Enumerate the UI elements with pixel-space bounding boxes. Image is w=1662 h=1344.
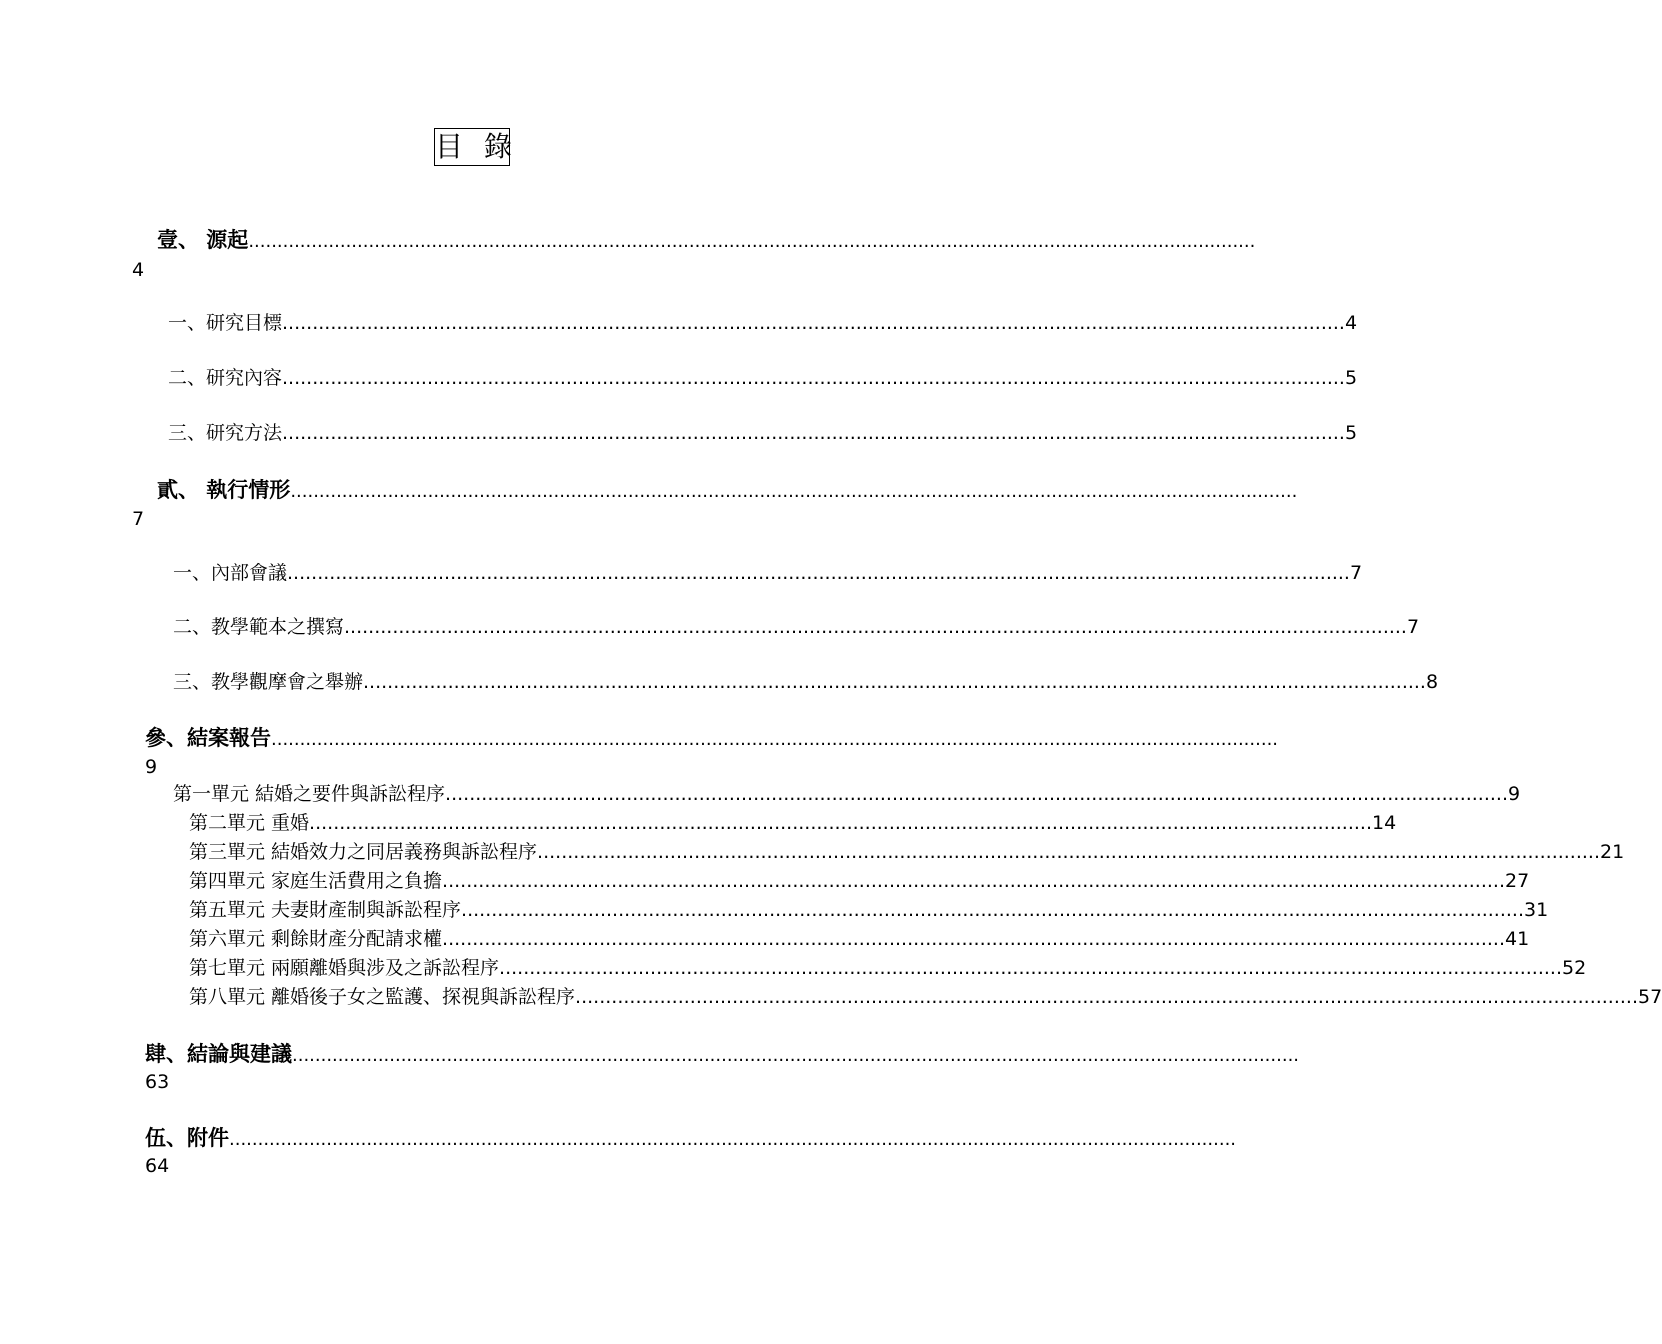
toc-entry-internal-meeting[interactable]: [173, 560, 1363, 586]
toc-entry-page: 7: [1349, 562, 1363, 584]
toc-entry-label: 貳、 執行情形: [157, 477, 291, 502]
toc-entry-page: 21: [1600, 841, 1625, 863]
toc-entry-unit-2[interactable]: [189, 810, 1397, 836]
toc-leader-dots: ................................................................................................................................................................................: [442, 870, 1506, 892]
toc-entry-page: 5: [1344, 422, 1358, 444]
toc-entry-label: 第三單元 結婚效力之同居義務與訴訟程序: [189, 841, 538, 863]
toc-leader-dots: ................................................................................................................................................................................: [282, 312, 1345, 334]
toc-leader-dots: ................................................................................................................................................................................: [229, 1129, 1237, 1150]
toc-entry-section-1[interactable]: [157, 226, 1256, 256]
toc-entry-page: 8: [1425, 671, 1439, 693]
toc-entry-page: 57: [1638, 986, 1662, 1008]
toc-entry-label: 伍、附件: [145, 1125, 229, 1150]
toc-entry-label: 第二單元 重婚: [189, 812, 310, 834]
toc-entry-label: 第八單元 離婚後子女之監護、探視與訴訟程序: [189, 986, 576, 1008]
toc-entry-unit-5[interactable]: [189, 897, 1549, 923]
toc-leader-dots: ................................................................................................................................................................................: [461, 899, 1525, 921]
toc-leader-dots: ................................................................................................................................................................................: [282, 367, 1345, 389]
toc-entry-label: 參、結案報告: [145, 725, 271, 750]
toc-leader-dots: ................................................................................................................................................................................: [271, 729, 1279, 750]
toc-entry-unit-8[interactable]: [189, 984, 1662, 1010]
toc-leader-dots: ................................................................................................................................................................................: [575, 986, 1639, 1008]
toc-leader-dots: ................................................................................................................................................................................: [309, 812, 1373, 834]
toc-leader-dots: ................................................................................................................................................................................: [248, 231, 1256, 252]
toc-entry-label: 三、教學觀摩會之舉辦: [173, 671, 364, 693]
toc-entry-section-4[interactable]: [145, 1040, 1300, 1070]
toc-entry-page: 14: [1372, 812, 1397, 834]
toc-entry-page: 64: [145, 1155, 170, 1177]
toc-entry-unit-3[interactable]: [189, 839, 1625, 865]
toc-leader-dots: ................................................................................................................................................................................: [537, 841, 1601, 863]
toc-entry-label: 二、教學範本之撰寫: [173, 616, 345, 638]
toc-entry-research-content[interactable]: [168, 365, 1358, 391]
toc-entry-label: 第四單元 家庭生活費用之負擔: [189, 870, 443, 892]
toc-entry-label: 第一單元 結婚之要件與訴訟程序: [173, 783, 446, 805]
toc-entry-label: 一、內部會議: [173, 562, 288, 584]
toc-entry-label: 第五單元 夫妻財產制與訴訟程序: [189, 899, 462, 921]
toc-leader-dots: ................................................................................................................................................................................: [282, 422, 1345, 444]
toc-entry-research-goal[interactable]: [168, 310, 1358, 336]
toc-entry-teaching-template[interactable]: [173, 614, 1420, 640]
toc-entry-page: 5: [1344, 367, 1358, 389]
toc-entry-label: 肆、結論與建議: [145, 1041, 292, 1066]
toc-entry-unit-6[interactable]: [189, 926, 1530, 952]
toc-leader-dots: ................................................................................................................................................................................: [290, 481, 1298, 502]
toc-entry-label: 壹、 源起: [157, 227, 249, 252]
toc-entry-page: 7: [132, 508, 145, 530]
toc-entry-unit-4[interactable]: [189, 868, 1530, 894]
toc-entry-page: 4: [1344, 312, 1358, 334]
toc-entry-section-3[interactable]: [145, 724, 1279, 754]
toc-entry-label: 一、研究目標: [168, 312, 283, 334]
page-title: 目 錄: [434, 128, 510, 166]
toc-entry-page: 7: [1406, 616, 1420, 638]
toc-leader-dots: ................................................................................................................................................................................: [344, 616, 1407, 638]
toc-entry-page: 31: [1524, 899, 1549, 921]
toc-leader-dots: ................................................................................................................................................................................: [363, 671, 1426, 693]
toc-leader-dots: ................................................................................................................................................................................: [287, 562, 1350, 584]
toc-entry-label: 二、研究內容: [168, 367, 283, 389]
toc-entry-label: 第七單元 兩願離婚與涉及之訴訟程序: [189, 957, 500, 979]
toc-leader-dots: ................................................................................................................................................................................: [445, 783, 1509, 805]
toc-entry-label: 第六單元 剩餘財產分配請求權: [189, 928, 443, 950]
toc-entry-page: 27: [1505, 870, 1530, 892]
toc-entry-research-method[interactable]: [168, 420, 1358, 446]
toc-entry-page: 41: [1505, 928, 1530, 950]
toc-entry-unit-7[interactable]: [189, 955, 1587, 981]
toc-entry-page: 52: [1562, 957, 1587, 979]
toc-leader-dots: ................................................................................................................................................................................: [499, 957, 1563, 979]
toc-entry-teaching-observation[interactable]: [173, 669, 1439, 695]
toc-entry-unit-1[interactable]: [173, 781, 1521, 807]
toc-entry-label: 三、研究方法: [168, 422, 283, 444]
toc-leader-dots: ................................................................................................................................................................................: [442, 928, 1506, 950]
toc-leader-dots: ................................................................................................................................................................................: [292, 1045, 1300, 1066]
toc-entry-section-2[interactable]: [157, 476, 1298, 506]
toc-entry-page: 4: [132, 259, 145, 281]
toc-entry-page: 9: [1508, 783, 1521, 805]
toc-entry-section-5[interactable]: [145, 1124, 1237, 1154]
toc-entry-page: 63: [145, 1071, 170, 1093]
toc-entry-page: 9: [145, 756, 158, 778]
